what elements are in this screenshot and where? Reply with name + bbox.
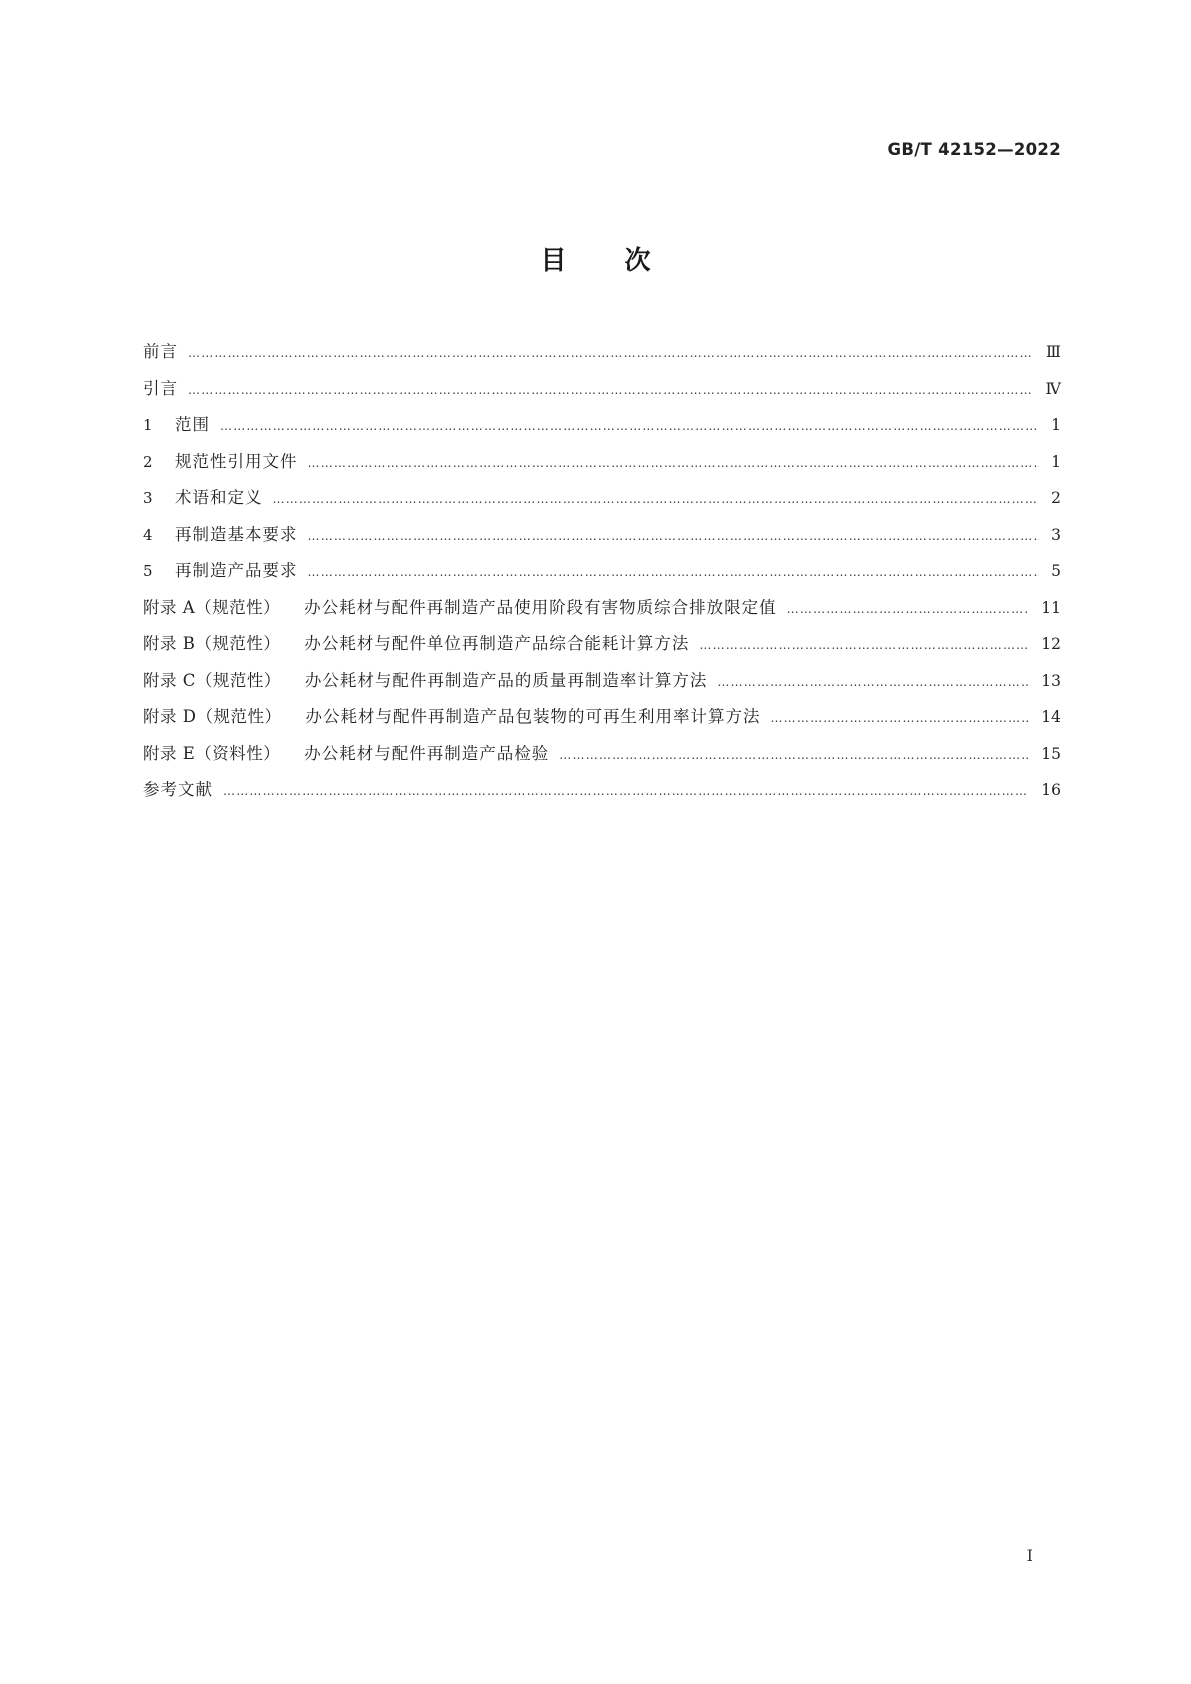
toc-list [143, 338, 1061, 813]
toc-page-number: 2 [1051, 489, 1061, 507]
toc-dot-leader [770, 711, 1029, 725]
toc-dot-leader [220, 419, 1039, 433]
toc-entry-label: 再制造基本要求 [175, 524, 298, 544]
toc-entry-label: 术语和定义 [175, 488, 263, 507]
toc-title: 目次 [540, 246, 709, 276]
toc-entry-appendix-c[interactable] [143, 667, 1061, 704]
toc-dot-leader [308, 529, 1040, 543]
toc-entry-appendix-a[interactable] [143, 594, 1061, 631]
toc-page-number: 11 [1041, 598, 1061, 617]
toc-entry-foreword[interactable] [143, 338, 1061, 375]
toc-section-number: 3 [143, 489, 153, 507]
toc-entry-label: 参考文献 [143, 780, 213, 799]
toc-dot-leader [559, 748, 1029, 762]
toc-page-number: 5 [1051, 562, 1061, 580]
toc-dot-leader [188, 346, 1034, 360]
page-number: Ⅰ [1026, 1546, 1033, 1565]
toc-entry-label: 范围 [175, 415, 210, 434]
toc-dot-leader [717, 675, 1029, 689]
toc-entry-label: 办公耗材与配件再制造产品使用阶段有害物质综合排放限定值 [304, 597, 777, 617]
toc-appendix-prefix: 附录 D（规范性） [143, 707, 282, 726]
toc-appendix-prefix: 附录 A（规范性） [143, 597, 281, 617]
toc-dot-leader [273, 492, 1040, 506]
toc-entry-section-4[interactable] [143, 521, 1061, 558]
toc-page-number: 1 [1051, 416, 1061, 434]
toc-page-number: 1 [1051, 452, 1061, 471]
toc-dot-leader [699, 638, 1029, 652]
toc-page-number: 13 [1041, 671, 1061, 690]
toc-entry-section-1[interactable] [143, 411, 1061, 448]
standard-code: GB/T 42152—2022 [887, 140, 1061, 159]
toc-entry-label: 引言 [143, 378, 178, 398]
toc-dot-leader [223, 784, 1029, 798]
toc-appendix-prefix: 附录 C（规范性） [143, 670, 281, 690]
toc-dot-leader [308, 565, 1040, 579]
toc-section-number: 1 [143, 416, 153, 434]
toc-dot-leader [787, 602, 1030, 616]
toc-page-number: 16 [1041, 781, 1061, 799]
toc-appendix-prefix: 附录 B（规范性） [143, 634, 281, 653]
toc-section-number: 2 [143, 452, 153, 471]
toc-entry-references[interactable] [143, 776, 1061, 813]
toc-page-number: 14 [1041, 708, 1061, 726]
toc-entry-section-5[interactable] [143, 557, 1061, 594]
toc-page-number: Ⅲ [1046, 343, 1061, 361]
toc-entry-label: 办公耗材与配件再制造产品包装物的可再生利用率计算方法 [305, 707, 761, 726]
toc-entry-label: 办公耗材与配件再制造产品的质量再制造率计算方法 [304, 670, 708, 690]
toc-page-number: 12 [1041, 635, 1061, 653]
toc-entry-introduction[interactable] [143, 375, 1061, 412]
toc-page-number: 3 [1051, 525, 1061, 544]
toc-entry-appendix-e[interactable] [143, 740, 1061, 777]
toc-entry-label: 办公耗材与配件单位再制造产品综合能耗计算方法 [304, 634, 690, 653]
toc-entry-section-2[interactable] [143, 448, 1061, 485]
toc-dot-leader [188, 383, 1034, 397]
toc-page-number: 15 [1041, 744, 1061, 763]
toc-entry-appendix-d[interactable] [143, 703, 1061, 740]
toc-entry-appendix-b[interactable] [143, 630, 1061, 667]
toc-appendix-prefix: 附录 E（资料性） [143, 743, 281, 763]
toc-dot-leader [308, 456, 1040, 470]
toc-entry-section-3[interactable] [143, 484, 1061, 521]
toc-section-number: 4 [143, 525, 153, 544]
toc-entry-label: 再制造产品要求 [175, 561, 298, 580]
toc-page-number: Ⅳ [1045, 379, 1061, 398]
toc-entry-label: 办公耗材与配件再制造产品检验 [304, 743, 550, 763]
toc-entry-label: 规范性引用文件 [175, 451, 298, 471]
toc-section-number: 5 [143, 562, 153, 580]
toc-entry-label: 前言 [143, 342, 178, 361]
